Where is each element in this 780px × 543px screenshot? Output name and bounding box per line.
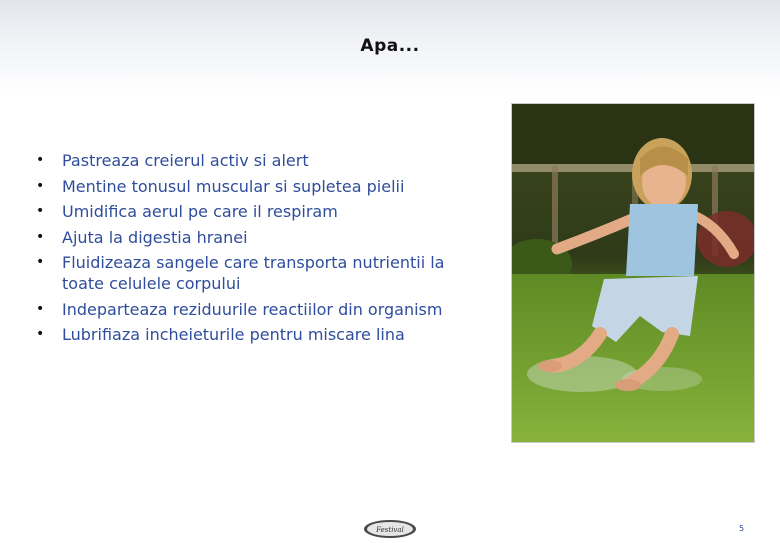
- bullet-icon: •: [36, 203, 45, 219]
- bullet-item: [36, 150, 486, 171]
- child-sprinkler-photo: [511, 103, 755, 443]
- bullet-item: [36, 252, 486, 294]
- photo-illustration: [512, 104, 754, 442]
- bullet-item: [36, 227, 486, 248]
- bullet-item: [36, 176, 486, 197]
- brand-logo-text: Festival: [376, 526, 404, 534]
- bullet-text: Pastreaza creierul activ si alert: [62, 151, 309, 170]
- bullet-text: Fluidizeaza sangele care transporta nutrientii la toate celulele corpului: [62, 253, 445, 293]
- bullet-item: [36, 299, 486, 320]
- bullet-text: Indeparteaza reziduurile reactiilor din organism: [62, 299, 443, 319]
- bullet-icon: •: [36, 326, 45, 342]
- bullet-item: [36, 201, 486, 222]
- bullet-icon: •: [36, 300, 45, 317]
- bullet-text: Mentine tonusul muscular si supletea pielii: [62, 176, 405, 196]
- brand-logo-icon: [363, 519, 417, 539]
- bullet-item: [36, 324, 486, 345]
- bullet-icon: •: [36, 228, 45, 245]
- page-number: 5: [739, 524, 745, 533]
- bullet-text: Lubrifiaza incheieturile pentru miscare lina: [62, 325, 405, 344]
- bullet-icon: •: [36, 254, 45, 270]
- bullet-text: Umidifica aerul pe care il respiram: [62, 202, 338, 221]
- slide-title: Apa...: [360, 36, 420, 56]
- bullet-icon: •: [36, 177, 45, 194]
- bullet-text: Ajuta la digestia hranei: [62, 227, 248, 247]
- bullet-list: [36, 150, 486, 350]
- brand-logo: [363, 519, 417, 539]
- bullet-icon: •: [36, 152, 45, 168]
